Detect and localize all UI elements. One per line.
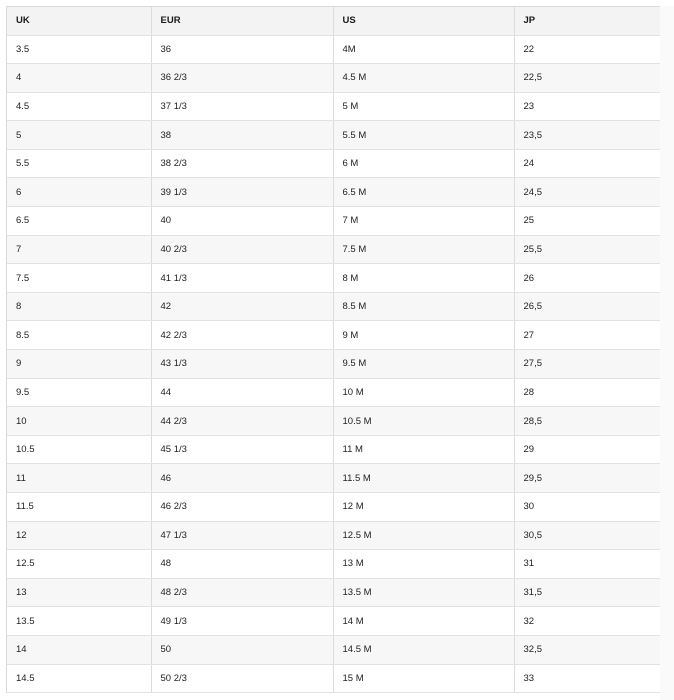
cell-eur: 40 2/3 xyxy=(151,235,333,264)
table-body xyxy=(7,35,660,693)
cell-jp: 26 xyxy=(514,264,660,293)
cell-eur: 43 1/3 xyxy=(151,350,333,379)
table-row xyxy=(7,235,660,264)
cell-jp: 32 xyxy=(514,607,660,636)
table-row xyxy=(7,292,660,321)
cell-us: 7.5 M xyxy=(333,235,514,264)
cell-jp: 28,5 xyxy=(514,407,660,436)
cell-us: 4M xyxy=(333,35,514,64)
cell-eur: 37 1/3 xyxy=(151,92,333,121)
cell-us: 9.5 M xyxy=(333,350,514,379)
table-row xyxy=(7,64,660,93)
table-row xyxy=(7,635,660,664)
cell-jp: 25,5 xyxy=(514,235,660,264)
cell-jp: 24 xyxy=(514,149,660,178)
cell-us: 14.5 M xyxy=(333,635,514,664)
cell-eur: 38 xyxy=(151,121,333,150)
cell-uk: 14 xyxy=(7,635,151,664)
table-row xyxy=(7,607,660,636)
cell-uk: 6.5 xyxy=(7,207,151,236)
cell-jp: 23 xyxy=(514,92,660,121)
cell-jp: 25 xyxy=(514,207,660,236)
cell-jp: 22 xyxy=(514,35,660,64)
cell-eur: 42 2/3 xyxy=(151,321,333,350)
table-row xyxy=(7,207,660,236)
size-chart-table xyxy=(7,7,660,693)
cell-uk: 10.5 xyxy=(7,435,151,464)
table-row xyxy=(7,264,660,293)
cell-eur: 41 1/3 xyxy=(151,264,333,293)
cell-jp: 30 xyxy=(514,493,660,522)
cell-eur: 47 1/3 xyxy=(151,521,333,550)
cell-us: 14 M xyxy=(333,607,514,636)
cell-uk: 14.5 xyxy=(7,664,151,693)
cell-us: 10 M xyxy=(333,378,514,407)
table-row xyxy=(7,464,660,493)
cell-eur: 38 2/3 xyxy=(151,149,333,178)
cell-eur: 44 2/3 xyxy=(151,407,333,436)
cell-uk: 4 xyxy=(7,64,151,93)
cell-eur: 50 2/3 xyxy=(151,664,333,693)
table-row xyxy=(7,149,660,178)
table-row xyxy=(7,350,660,379)
cell-jp: 28 xyxy=(514,378,660,407)
cell-eur: 50 xyxy=(151,635,333,664)
cell-uk: 12.5 xyxy=(7,550,151,579)
cell-uk: 7 xyxy=(7,235,151,264)
cell-us: 9 M xyxy=(333,321,514,350)
table-row xyxy=(7,407,660,436)
cell-us: 12.5 M xyxy=(333,521,514,550)
column-header-eur: EUR xyxy=(151,7,333,35)
table-row xyxy=(7,578,660,607)
cell-eur: 42 xyxy=(151,292,333,321)
cell-jp: 29 xyxy=(514,435,660,464)
column-header-us: US xyxy=(333,7,514,35)
cell-uk: 4.5 xyxy=(7,92,151,121)
cell-us: 8.5 M xyxy=(333,292,514,321)
cell-uk: 13 xyxy=(7,578,151,607)
table-row xyxy=(7,664,660,693)
cell-us: 6 M xyxy=(333,149,514,178)
table-row xyxy=(7,178,660,207)
cell-jp: 29,5 xyxy=(514,464,660,493)
cell-uk: 3.5 xyxy=(7,35,151,64)
header-row xyxy=(7,7,660,35)
cell-jp: 33 xyxy=(514,664,660,693)
cell-uk: 8.5 xyxy=(7,321,151,350)
cell-us: 11.5 M xyxy=(333,464,514,493)
cell-eur: 40 xyxy=(151,207,333,236)
cell-us: 13.5 M xyxy=(333,578,514,607)
cell-us: 5.5 M xyxy=(333,121,514,150)
table-row xyxy=(7,378,660,407)
cell-uk: 12 xyxy=(7,521,151,550)
table-header xyxy=(7,7,660,35)
cell-eur: 45 1/3 xyxy=(151,435,333,464)
table-row xyxy=(7,493,660,522)
cell-eur: 36 2/3 xyxy=(151,64,333,93)
table-row xyxy=(7,550,660,579)
cell-uk: 8 xyxy=(7,292,151,321)
cell-uk: 7.5 xyxy=(7,264,151,293)
cell-uk: 10 xyxy=(7,407,151,436)
cell-eur: 48 2/3 xyxy=(151,578,333,607)
table-row xyxy=(7,35,660,64)
cell-jp: 31 xyxy=(514,550,660,579)
size-chart-table-container xyxy=(6,6,661,693)
cell-us: 4.5 M xyxy=(333,64,514,93)
cell-us: 10.5 M xyxy=(333,407,514,436)
cell-uk: 9 xyxy=(7,350,151,379)
cell-eur: 48 xyxy=(151,550,333,579)
cell-uk: 6 xyxy=(7,178,151,207)
cell-jp: 22,5 xyxy=(514,64,660,93)
cell-eur: 46 2/3 xyxy=(151,493,333,522)
cell-jp: 27,5 xyxy=(514,350,660,379)
cell-eur: 46 xyxy=(151,464,333,493)
cell-uk: 13.5 xyxy=(7,607,151,636)
cell-jp: 31,5 xyxy=(514,578,660,607)
table-row xyxy=(7,521,660,550)
cell-uk: 11 xyxy=(7,464,151,493)
cell-eur: 49 1/3 xyxy=(151,607,333,636)
cell-jp: 24,5 xyxy=(514,178,660,207)
cell-us: 6.5 M xyxy=(333,178,514,207)
cell-eur: 36 xyxy=(151,35,333,64)
cell-us: 5 M xyxy=(333,92,514,121)
cell-uk: 11.5 xyxy=(7,493,151,522)
cell-uk: 5.5 xyxy=(7,149,151,178)
cell-jp: 26,5 xyxy=(514,292,660,321)
right-margin xyxy=(660,6,674,700)
cell-us: 8 M xyxy=(333,264,514,293)
table-row xyxy=(7,435,660,464)
cell-jp: 32,5 xyxy=(514,635,660,664)
cell-jp: 30,5 xyxy=(514,521,660,550)
cell-uk: 9.5 xyxy=(7,378,151,407)
table-row xyxy=(7,92,660,121)
table-row xyxy=(7,321,660,350)
column-header-uk: UK xyxy=(7,7,151,35)
cell-us: 11 M xyxy=(333,435,514,464)
cell-us: 15 M xyxy=(333,664,514,693)
cell-us: 12 M xyxy=(333,493,514,522)
table-row xyxy=(7,121,660,150)
cell-us: 13 M xyxy=(333,550,514,579)
column-header-jp: JP xyxy=(514,7,660,35)
cell-eur: 44 xyxy=(151,378,333,407)
cell-jp: 27 xyxy=(514,321,660,350)
cell-us: 7 M xyxy=(333,207,514,236)
cell-uk: 5 xyxy=(7,121,151,150)
cell-jp: 23,5 xyxy=(514,121,660,150)
cell-eur: 39 1/3 xyxy=(151,178,333,207)
